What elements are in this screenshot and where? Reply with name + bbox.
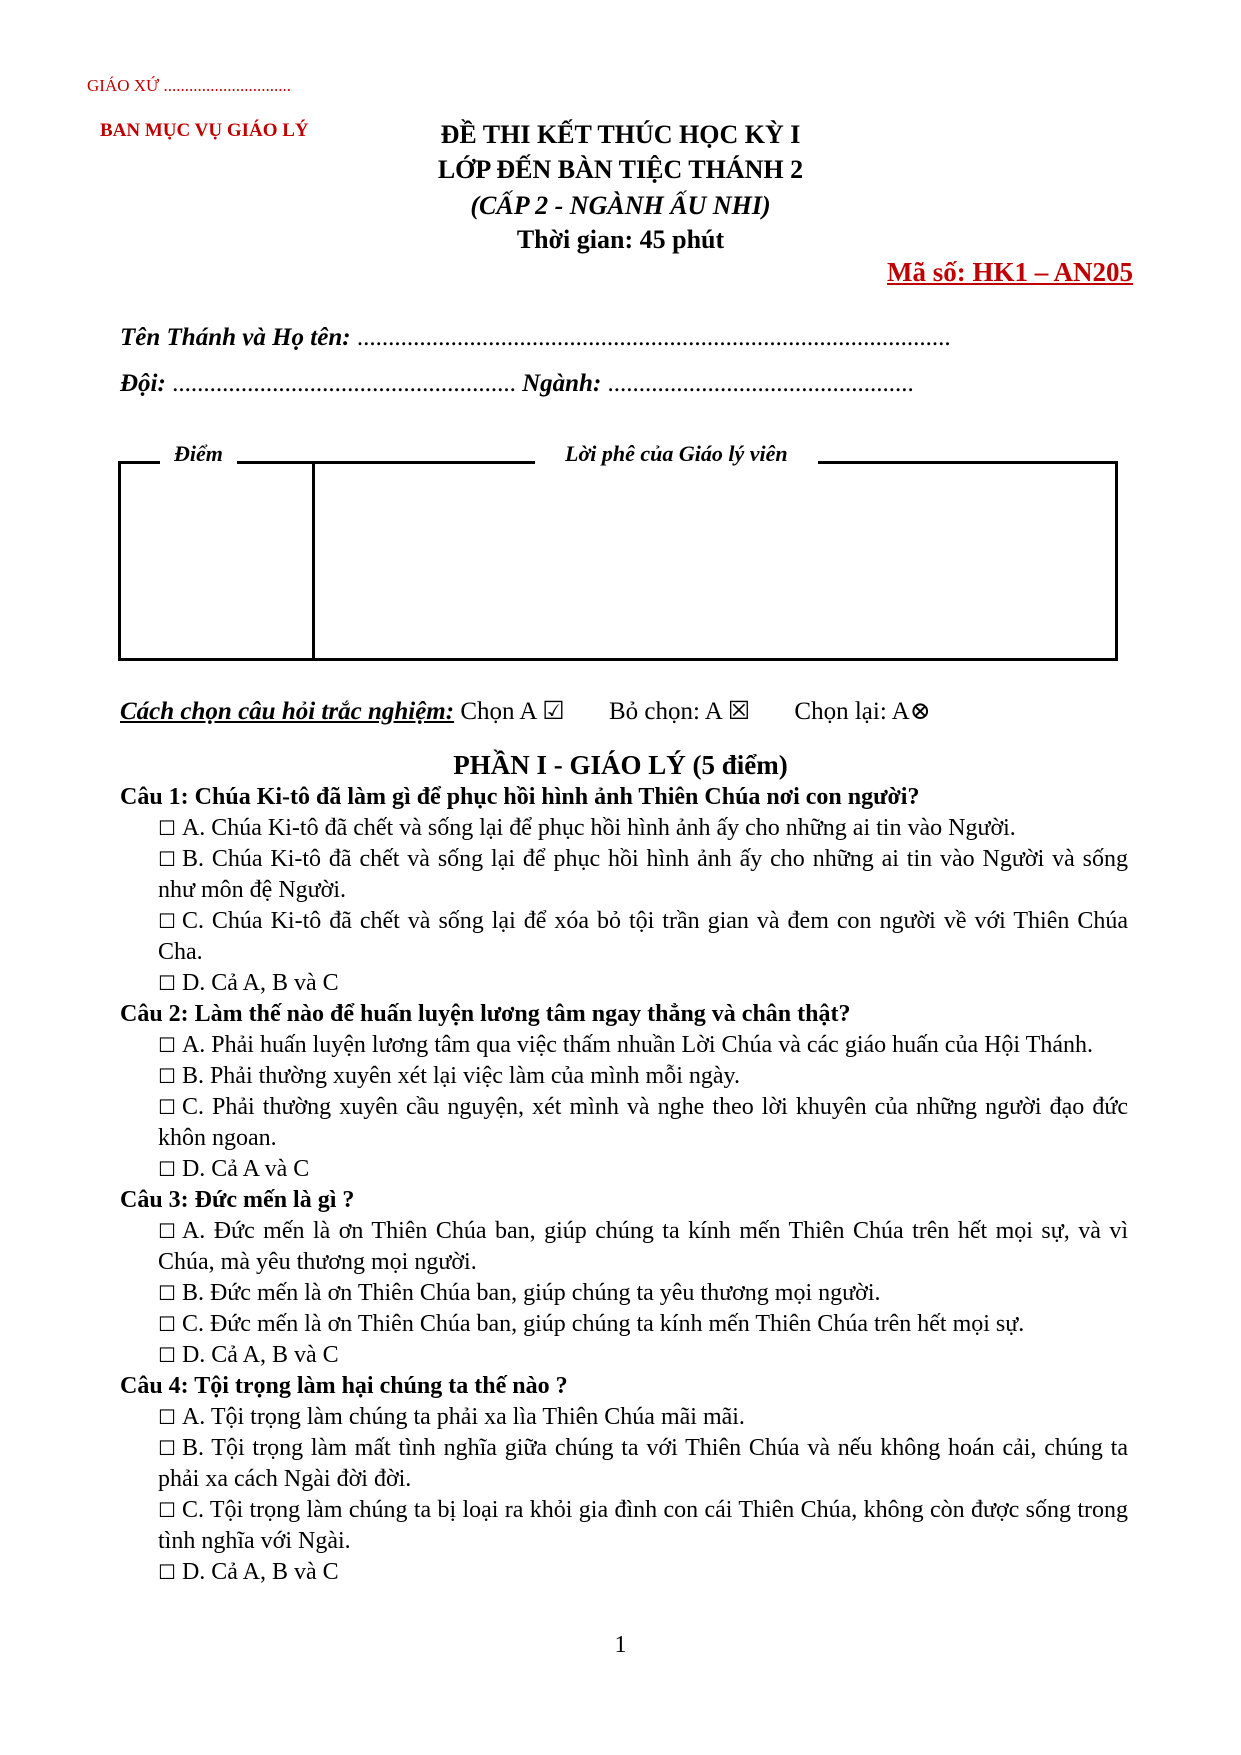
checkbox-icon[interactable]: ☐ [158,1219,176,1243]
question-list [120,782,1128,1588]
checkbox-icon[interactable]: ☐ [158,1560,176,1584]
answer-option-text: C. Chúa Ki-tô đã chết và sống lại để xóa bỏ tội trần gian và đem con người về với Thiên Chúa Cha. [158,908,1128,965]
answer-option[interactable] [120,1433,1128,1495]
answer-option[interactable] [120,1495,1128,1557]
answer-option-text: D. Cả A, B và C [181,1342,339,1368]
answer-option[interactable] [120,906,1128,968]
answer-option[interactable] [120,1278,1128,1309]
comment-label: Lời phê của Giáo lý viên [535,441,818,467]
answer-option[interactable] [120,1557,1128,1588]
team-field-line [120,370,914,398]
question-text: Câu 3: Đức mến là gì ? [120,1187,355,1213]
answer-option-text: B. Tội trọng làm mất tình nghĩa giữa chúng ta với Thiên Chúa và nếu không hoán cải, chúng ta phải xa cách Ngài đời đời. [158,1435,1128,1492]
checkbox-icon[interactable]: ☐ [158,1033,176,1057]
answer-option-text: D. Cả A và C [181,1156,310,1182]
checkbox-icon[interactable]: ☐ [158,971,176,995]
checkbox-icon[interactable]: ☐ [158,1157,176,1181]
question-block [120,1185,1128,1371]
answer-option-text: D. Cả A, B và C [181,1559,339,1585]
branch-field-dots[interactable]: ................................................. [607,370,914,397]
grade-box [118,461,1118,661]
exam-title: ĐỀ THI KẾT THÚC HỌC KỲ I [440,120,801,149]
answer-option-text: B. Chúa Ki-tô đã chết và sống lại để phục hồi hình ảnh ấy cho những ai tin vào Người và sống như môn đệ Người. [158,846,1128,903]
answer-option-text: C. Đức mến là ơn Thiên Chúa ban, giúp chúng ta kính mến Thiên Chúa trên hết mọi sự. [181,1311,1025,1337]
answer-option-text: A. Phải huấn luyện lương tâm qua việc thấm nhuần Lời Chúa và các giáo huấn của Hội Thánh. [181,1032,1093,1058]
answer-option[interactable] [120,1402,1128,1433]
checkbox-icon[interactable]: ☐ [158,1405,176,1429]
answer-option[interactable] [120,1030,1128,1061]
team-field-label: Đội: [120,370,166,397]
answer-option[interactable] [120,1061,1128,1092]
answer-option[interactable] [120,968,1128,999]
department-label: BAN MỤC VỤ GIÁO LÝ [100,120,309,141]
answer-option[interactable] [120,813,1128,844]
checkbox-icon[interactable]: ☐ [158,1312,176,1336]
branch-field-label: Ngành: [522,370,602,397]
question-block [120,782,1128,999]
instruction-choose: Chọn A ☑ [460,698,565,725]
name-field-label: Tên Thánh và Họ tên: [120,324,351,351]
checkbox-icon[interactable]: ☐ [158,1095,176,1119]
class-title: LỚP ĐẾN BÀN TIỆC THÁNH 2 [437,155,804,184]
checkbox-icon[interactable]: ☐ [158,1498,176,1522]
team-field-dots[interactable]: ....................................................... [172,370,516,397]
answer-option[interactable] [120,1154,1128,1185]
answer-instruction [120,696,931,726]
checkbox-icon[interactable]: ☐ [158,1343,176,1367]
exam-code: Mã số: HK1 – AN205 [887,257,1133,287]
answer-option-text: C. Tội trọng làm chúng ta bị loại ra khỏi gia đình con cái Thiên Chúa, không còn được sống trong tình nghĩa với Ngài. [158,1497,1128,1554]
question-text: Câu 2: Làm thế nào để huấn luyện lương tâm ngay thẳng và chân thật? [120,1001,851,1027]
checkbox-icon[interactable]: ☐ [158,909,176,933]
instruction-label: Cách chọn câu hỏi trắc nghiệm: [120,698,455,725]
answer-option-text: A. Chúa Ki-tô đã chết và sống lại để phục hồi hình ảnh ấy cho những ai tin vào Người. [181,815,1016,841]
answer-option[interactable] [120,1340,1128,1371]
checkbox-icon[interactable]: ☐ [158,1064,176,1088]
question-block [120,1371,1128,1588]
name-field-line [120,324,951,352]
score-label: Điểm [160,441,237,467]
name-field-dots[interactable]: ............................................................................................... [356,324,951,351]
answer-option-text: B. Đức mến là ơn Thiên Chúa ban, giúp chúng ta yêu thương mọi người. [181,1280,881,1306]
grade-box-divider [312,461,315,661]
page-number: 1 [614,1632,627,1658]
answer-option-text: A. Tội trọng làm chúng ta phải xa lìa Thiên Chúa mãi mãi. [181,1404,745,1430]
checkbox-icon[interactable]: ☐ [158,1281,176,1305]
instruction-unchoose: Bỏ chọn: A ☒ [608,698,751,725]
question-text: Câu 4: Tội trọng làm hại chúng ta thế nào ? [120,1373,568,1399]
answer-option[interactable] [120,1309,1128,1340]
answer-option-text: D. Cả A, B và C [181,970,339,996]
question-block [120,999,1128,1185]
answer-option[interactable] [120,1216,1128,1278]
answer-option[interactable] [120,1092,1128,1154]
instruction-rechoose: Chọn lại: A⊗ [794,698,931,725]
question-text: Câu 1: Chúa Ki-tô đã làm gì để phục hồi hình ảnh Thiên Chúa nơi con người? [120,784,920,810]
duration-title: Thời gian: 45 phút [516,225,725,254]
level-title: (CẤP 2 - NGÀNH ẤU NHI) [470,191,771,220]
checkbox-icon[interactable]: ☐ [158,1436,176,1460]
checkbox-icon[interactable]: ☐ [158,816,176,840]
parish-label: GIÁO XỨ .............................. [87,76,291,95]
answer-option-text: B. Phải thường xuyên xét lại việc làm của mình mỗi ngày. [181,1063,740,1089]
answer-option-text: A. Đức mến là ơn Thiên Chúa ban, giúp chúng ta kính mến Thiên Chúa trên hết mọi sự, và vì Chúa, mà yêu thương mọi người. [158,1218,1128,1275]
section-title: PHẦN I - GIÁO LÝ (5 điểm) [453,750,788,780]
answer-option-text: C. Phải thường xuyên cầu nguyện, xét mình và nghe theo lời khuyên của những người đạo đức khôn ngoan. [158,1094,1128,1151]
answer-option[interactable] [120,844,1128,906]
checkbox-icon[interactable]: ☐ [158,847,176,871]
